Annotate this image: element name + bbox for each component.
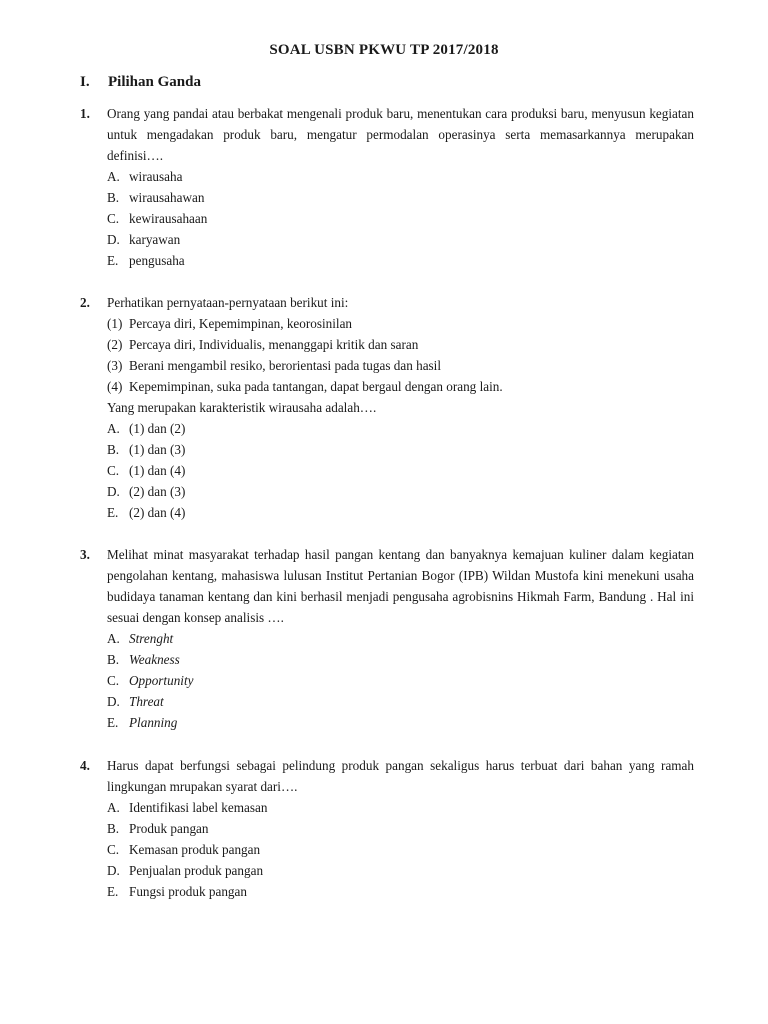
option-c xyxy=(107,670,694,691)
option-label: B. xyxy=(107,190,120,205)
option-a xyxy=(107,166,694,187)
option-text: (2) dan (4) xyxy=(129,505,186,520)
option-text: Threat xyxy=(129,694,164,709)
statement-4 xyxy=(107,376,694,397)
option-a xyxy=(107,418,694,439)
option-label: E. xyxy=(107,253,119,268)
option-text: kewirausahaan xyxy=(129,211,208,226)
option-e xyxy=(107,881,694,902)
option-label: A. xyxy=(107,169,120,184)
option-d xyxy=(107,860,694,881)
option-label: B. xyxy=(107,442,120,457)
statement-text: Percaya diri, Kepemimpinan, keorosinilan xyxy=(129,316,353,331)
option-e xyxy=(107,502,694,523)
question-number: 2. xyxy=(80,295,90,310)
option-text: (1) dan (4) xyxy=(129,463,186,478)
option-b xyxy=(107,818,694,839)
option-text: (1) dan (2) xyxy=(129,421,186,436)
statement-text: Kepemimpinan, suka pada tantangan, dapat bergaul dengan orang lain. xyxy=(129,379,503,394)
statement-3 xyxy=(107,355,694,376)
question-stem: Melihat minat masyarakat terhadap hasil pangan kentang dan banyaknya kemajuan kuliner dalam kegiatan pengolahan kentang, mahasiswa lulusan Institut Pertanian Bogor (IPB) Wildan Mustofa kini menekuni usaha budidaya tanaman kentang dan kini berhasil menjadi pengusaha agrobisnins Hikmah Farm, Bandung . Hal ini sesuai dengan konsep analisis …. xyxy=(107,547,694,625)
statement-text: Percaya diri, Individualis, menanggapi kritik dan saran xyxy=(129,337,419,352)
question-number: 3. xyxy=(80,547,90,562)
statement-2 xyxy=(107,334,694,355)
option-b xyxy=(107,649,694,670)
question-1 xyxy=(80,103,694,271)
option-text: karyawan xyxy=(129,232,181,247)
option-text: Fungsi produk pangan xyxy=(129,884,247,899)
option-d xyxy=(107,691,694,712)
section-number: I. xyxy=(80,74,90,90)
question-number: 4. xyxy=(80,758,90,773)
option-a xyxy=(107,797,694,818)
option-text: (2) dan (3) xyxy=(129,484,186,499)
option-a xyxy=(107,628,694,649)
question-2 xyxy=(80,292,694,523)
option-text: Identifikasi label kemasan xyxy=(129,800,268,815)
option-label: D. xyxy=(107,694,120,709)
option-text: Strenght xyxy=(129,631,174,646)
option-label: A. xyxy=(107,800,120,815)
option-e xyxy=(107,250,694,271)
question-number: 1. xyxy=(80,106,90,121)
option-label: E. xyxy=(107,505,119,520)
option-c xyxy=(107,460,694,481)
section-title: Pilihan Ganda xyxy=(108,74,201,90)
option-label: D. xyxy=(107,863,120,878)
option-label: E. xyxy=(107,715,119,730)
question-3 xyxy=(80,544,694,733)
option-d xyxy=(107,481,694,502)
option-label: C. xyxy=(107,842,120,857)
option-e xyxy=(107,712,694,733)
question-stem: Perhatikan pernyataan-pernyataan berikut ini: xyxy=(107,295,349,310)
option-text: Planning xyxy=(129,715,178,730)
question-stem: Orang yang pandai atau berbakat mengenali produk baru, menentukan cara produksi baru, menyusun kegiatan untuk mengadakan produk baru, mengatur permodalan operasinya serta memasarkannya merupakan definisi…. xyxy=(107,106,694,163)
option-text: pengusaha xyxy=(129,253,185,268)
section-heading xyxy=(80,74,201,91)
question-stem: Harus dapat berfungsi sebagai pelindung produk pangan sekaligus harus terbuat dari bahan yang ramah lingkungan mrupakan syarat dari…. xyxy=(107,758,694,794)
statement-label: (2) xyxy=(107,337,123,352)
option-b xyxy=(107,187,694,208)
question-prompt: Yang merupakan karakteristik wirausaha adalah…. xyxy=(107,400,377,415)
option-label: D. xyxy=(107,232,120,247)
option-label: B. xyxy=(107,821,120,836)
option-text: wirausaha xyxy=(129,169,183,184)
option-text: (1) dan (3) xyxy=(129,442,186,457)
statement-label: (4) xyxy=(107,379,123,394)
statement-label: (1) xyxy=(107,316,123,331)
option-label: C. xyxy=(107,211,120,226)
document-title: SOAL USBN PKWU TP 2017/2018 xyxy=(269,42,499,58)
option-text: Opportunity xyxy=(129,673,194,688)
option-text: Produk pangan xyxy=(129,821,209,836)
option-d xyxy=(107,229,694,250)
option-text: Kemasan produk pangan xyxy=(129,842,261,857)
option-c xyxy=(107,839,694,860)
option-text: wirausahawan xyxy=(129,190,205,205)
option-label: C. xyxy=(107,673,120,688)
option-text: Weakness xyxy=(129,652,180,667)
question-4 xyxy=(80,755,694,902)
statement-label: (3) xyxy=(107,358,123,373)
option-label: C. xyxy=(107,463,120,478)
statement-text: Berani mengambil resiko, berorientasi pada tugas dan hasil xyxy=(129,358,442,373)
option-label: B. xyxy=(107,652,120,667)
option-label: A. xyxy=(107,631,120,646)
option-label: D. xyxy=(107,484,120,499)
option-text: Penjualan produk pangan xyxy=(129,863,264,878)
statement-1 xyxy=(107,313,694,334)
option-label: A. xyxy=(107,421,120,436)
option-label: E. xyxy=(107,884,119,899)
option-c xyxy=(107,208,694,229)
option-b xyxy=(107,439,694,460)
